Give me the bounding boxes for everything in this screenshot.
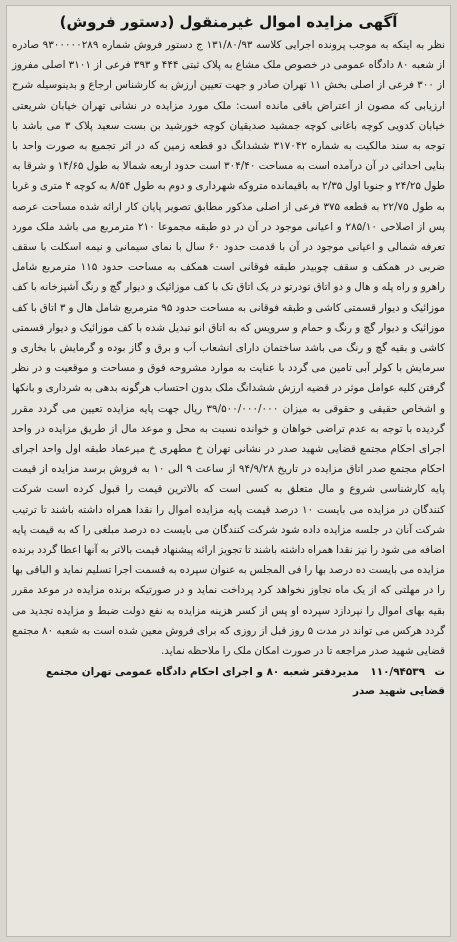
notice-mark: ت [434,666,445,679]
notice-title: آگهی مزایده اموال غیرمنقول (دستور فروش) [59,13,398,31]
notice-footer [12,663,445,701]
newspaper-notice [6,5,451,937]
notice-signature: مدیردفتر شعبه ۸۰ و اجرای احکام دادگاه عمومی تهران مجتمع قضایی شهید صدر [45,666,445,698]
notice-body: نظر به اینکه به موجب پرونده اجرایی کلاسه ۱۳۱/۸۰/۹۳ ج دستور فروش شماره ۹۳۰۰۰۰۰۲۸۹ صادره از شعبه ۸۰ دادگاه عمومی در خصوص ملک مشاع به پلاک ثبتی ۴۴۴ و ۳۹۳ فرعی از ۳۱۰۱ اصلی مفروز از ۳۰۰ فرعی از اصلی بخش ۱۱ تهران صادر و جهت تعیین ارزش به کارشناس ارجاع و بدینوسیله شرح ارزیابی که مصون از اعتراض باقی مانده است: ملک مورد مزایده در نشانی تهران خیابان شریعتی خیابان کدویی کوچه باغانی کوچه جمشید صدیقیان کوچه خورشید بن بست سعید پلاک ۳ می باشد با توجه به سند مالکیت به شماره ۳۱۷۰۴۲ ششدانگ دو قطعه زمین که در اثر تجمیع به صورت واحد با بنایی احداثی در آن درآمده است به مساحت ۳۰۴/۴۰ است حدود اربعه شمالا به طول ۱۴/۶۵ و شرقا به طول ۲۴/۲۵ و جنوبا اول ۲/۳۵ به باقیمانده متروکه شهرداری و دوم به طول ۸/۵۴ به کوچه ۴ متری و غربا به طول ۲۲/۷۵ به قطعه ۳۷۵ فرعی از اصلی مذکور مطابق تصویر پایان کار ارائه شده مساحت عرصه پس از اصلاحی ۲۸۵/۱۰ و اعیانی موجود در آن در دو طبقه مجموعا ۲۱۰ مترمربع می باشد ملک مورد تعرفه شمالی و اعیانی موجود در آن با قدمت حدود ۶۰ سال با نمای سیمانی و نیمه اسکلت با سقف ضربی در همکف و سقف چوبیدر طبقه فوقانی است همکف به مساحت حدود ۱۱۵ مترمربع شامل راهرو و راه پله و هال و دو اتاق تودرتو در یک اتاق تک با کف موزائیک و دیوار گچ و رنگ آشپزخانه با کف موزائیک و دیوار قسمتی کاشی و طبقه فوقانی به مساحت حدود ۹۵ مترمربع شامل هال و ۳ اتاق با کف موزائیک و دیوار گچ و رنگ و حمام و سرویس که به اتاق انو تبدیل شده با کف موزائیک و دیوار قسمتی کاشی و بقیه گچ و رنگ می باشد ساختمان دارای انشعاب آب و برق و گاز بوده و گرمایش با بخاری و سرمایش با کولر آبی تامین می گردد با عنایت به موارد مشروحه فوق و مساحت و موقعیت و در نظر گرفتن کلیه عوامل موثر در قضیه ارزش ششدانگ ملک بدون احتساب هرگونه بدهی به شرداری و بانکها و اشخاص حقیقی و حقوقی به میزان ۳۹/۵۰۰/۰۰۰/۰۰۰ ریال جهت پایه مزایده تعیین می گردد مقرر گردیده با توجه به عدم تراضی خواهان و خوانده نسبت به محل و موعد مال از طریق مزایده در واحد اجرای احکام مجتمع قضایی شهید صدر در نشانی تهران خ مطهری خ میرعماد طبقه اول واحد اجرای احکام مجتمع صدر اتاق مزایده در تاریخ ۹۴/۹/۲۸ از ساعت ۹ الی ۱۰ به فروش برسد مزایده از قیمت پایه کارشناسی شروع و مال متعلق به کسی است که بالاترین قیمت را قبول کرده است شرکت کنندگان در مزایده می بایست ۱۰ درصد قیمت پایه مزایده اموال را نقدا همراه داشته باشند تا ترتیب شرکت آنان در جلسه مزایده داده شود شرکت کنندگان می بایست ده درصد مبلغی را که به قیمت پایه اضافه می شود را نیز نقدا همراه داشته باشند تا تجویز ارائه پیشنهاد قیمت بالاتر به آنها اعطا گردد برنده مزایده می بایست ده درصد بها را فی المجلس به عنوان سپرده به قسمت اجرا تسلیم نماید و الباقی بها را در مهلتی که از یک ماه تجاوز نخواهد کرد پرداخت نماید و در صورتیکه برنده مزایده در موعد مقرر بقیه بهای اموال را نپردازد سپرده او پس از کسر هزینه مزایده به نفع دولت ضبط و مزایده تجدید می گردد هرکس می تواند در مدت ۵ روز قبل از روزی که برای فروش معین شده است به شعبه ۸۰ مجتمع قضایی شهید صدر مراجعه تا در صورت امکان ملک را ملاحظه نماید. [12,39,446,658]
notice-code: ۱۱۰/۹۴۵۳۹ [370,666,425,679]
